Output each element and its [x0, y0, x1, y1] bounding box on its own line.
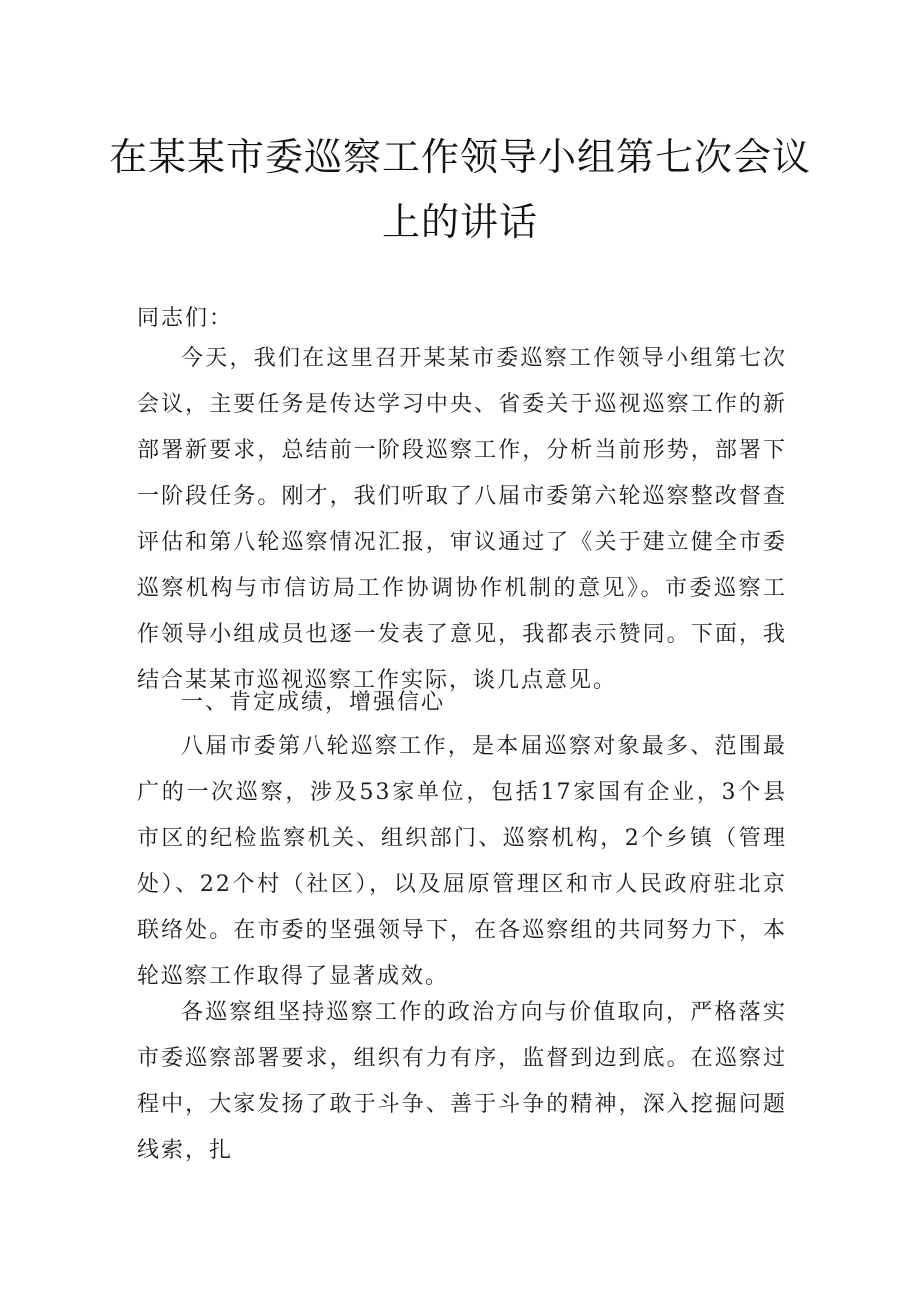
paragraph-achievements: 八届市委第八轮巡察工作，是本届巡察对象最多、范围最广的一次巡察，涉及53家单位，包括17家国有企业，3个县市区的纪检监察机关、组织部门、巡察机构，2个乡镇（管理处）、22个村（社区），以及屈原管理区和市人民政府驻北京联络处。在市委的坚强领导下，在各巡察组的共同努力下，本轮巡察工作取得了显著成效。	[137, 734, 787, 989]
paragraph-inspection-groups: 各巡察组坚持巡察工作的政治方向与价值取向，严格落实市委巡察部署要求，组织有力有序，监督到边到底。在巡察过程中，大家发扬了敢于斗争、善于斗争的精神，深入挖掘问题线索，扎	[137, 1000, 787, 1163]
section-heading-1: 一、肯定成绩，增强信心	[181, 690, 446, 715]
document-title-line-2: 上的讲话	[381, 200, 538, 244]
paragraph-intro: 今天，我们在这里召开某某市委巡察工作领导小组第七次会议，主要任务是传达学习中央、省委关于巡视巡察工作的新部署新要求，总结前一阶段巡察工作，分析当前形势，部署下一阶段任务。刚才，我们听取了八届市委第六轮巡察整改督查评估和第八轮巡察情况汇报，审议通过了《关于建立健全市委巡察机构与市信访局工作协调协作机制的意见》。市委巡察工作领导小组成员也逐一发表了意见，我都表示赞同。下面，我结合某某市巡视巡察工作实际，谈几点意见。	[137, 346, 787, 693]
salutation: 同志们：	[137, 306, 234, 331]
document-title-line-1: 在某某市委巡察工作领导小组第七次会议	[108, 135, 811, 179]
